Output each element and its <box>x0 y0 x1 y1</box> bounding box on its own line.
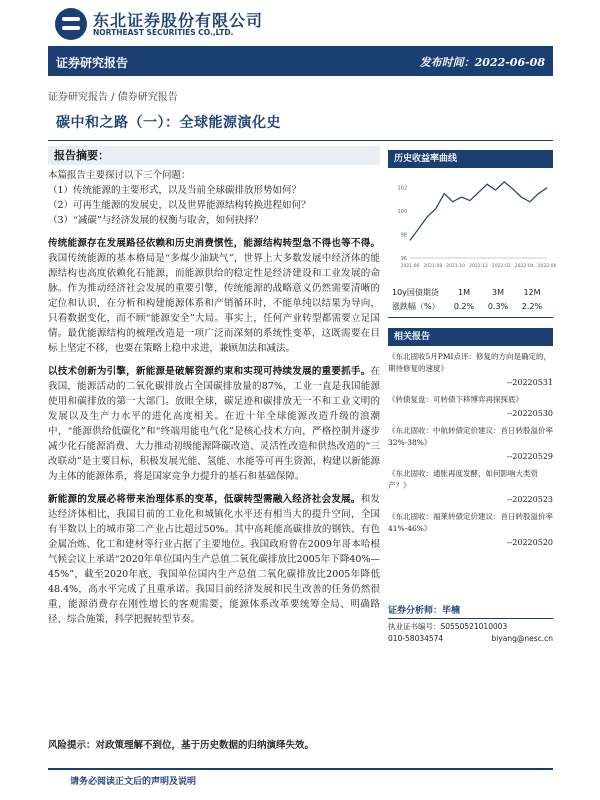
body-paragraph <box>48 492 380 627</box>
analyst-contact-row <box>388 633 553 645</box>
related-report-date: --20220530 <box>506 409 553 418</box>
related-report-item[interactable] <box>388 351 553 389</box>
x-tick-label: 2021-08 <box>423 264 443 269</box>
related-report-title[interactable]: 《转债复盘：可转债下移博弈再探探底》 <box>388 395 523 404</box>
chart-heading: 历史收益率曲线 <box>388 150 553 168</box>
performance-label-2: 涨跌幅（%） <box>392 302 440 311</box>
footer-disclaimer: 请务必阅读正文后的声明及说明 <box>70 777 197 787</box>
related-report-title[interactable]: 《东北固收：通胀再度发酵，如何影响大类资产？》 <box>388 469 538 490</box>
paragraph-lead: 传统能源存在发展路径依赖和历史消费惯性，能源结构转型急不得也等不得。 <box>48 238 380 249</box>
sidebar <box>388 150 557 549</box>
y-tick-label: 98 <box>400 232 407 239</box>
body-paragraph <box>48 364 380 484</box>
question-item: （1）传统能源的主要形式，以及当前全球碳排放形势如何？ <box>48 185 302 196</box>
breadcrumb: 证券研究报告 / 债券研究报告 <box>48 92 178 103</box>
col-header: 1M <box>458 288 470 297</box>
x-tick-label: 2021-10 <box>446 264 466 269</box>
related-report-title[interactable]: 《东北固收：福莱转债定价建议：首日转股溢价率41%-46%》 <box>388 512 553 533</box>
x-tick-label: 2022-02 <box>491 264 511 269</box>
analyst-email[interactable]: biyang@nesc.cn <box>491 634 553 643</box>
summary-intro: 本篇报告主要探讨以下三个问题： <box>48 170 191 181</box>
analyst-phone: 010-58034574 <box>388 634 444 643</box>
perf-value: 0.3% <box>487 302 509 311</box>
sidebar-divider <box>388 317 553 318</box>
paragraph-text: 我国传统能源的基本格局是“多煤少油缺气”，世界上大多数发展中经济体的能源结构也高度依赖化石能源，而能源供给的稳定性是经济建设和工业发展的命脉。作为推动经济社会发展的重要引擎，传统能源的战略意义仍然需要清晰的定位和认识，在分析和构建能源体系和产销循环时，不能单纯以结果为导向，只看数据变化，而不顾“能源安全”大局。事实上，任何产业转型都需要立足国情。最优能源结构的梳理改造是一项广泛而深刻的系统性变革，这既需要在目标上坚定不移，也要在策略上稳中求进，兼顾加法和减法。 <box>48 253 380 354</box>
company-logo-icon <box>55 8 87 40</box>
y-tick-label: 100 <box>397 209 407 216</box>
company-logo <box>55 8 295 40</box>
y-tick-label: 102 <box>397 185 407 192</box>
related-report-title[interactable]: 《东北固收5月PMI点评：修复的方向是确定的，期待修复的速度》 <box>388 352 551 373</box>
company-name-cn: 东北证券股份有限公司 <box>93 11 264 30</box>
footer-divider <box>48 768 553 770</box>
related-heading: 相关报告 <box>388 328 553 346</box>
yield-chart-svg <box>388 168 557 280</box>
y-tick-label: 96 <box>400 256 407 262</box>
series-line <box>410 182 547 241</box>
analyst-info <box>388 605 553 645</box>
company-name-en: NORTHEAST SECURITIES CO.,LTD. <box>93 28 234 37</box>
page-title: 碳中和之路（一）：全球能源演化史 <box>56 115 281 131</box>
body-paragraph <box>48 236 380 356</box>
performance-table <box>388 286 553 314</box>
summary-heading: 报告摘要： <box>48 146 380 165</box>
perf-value: 0.2% <box>453 302 475 311</box>
header-banner <box>48 46 553 76</box>
main-content <box>48 146 380 771</box>
x-tick-label: 2021-06 <box>400 264 420 269</box>
related-report-date: --20220523 <box>506 495 553 504</box>
related-reports-list <box>388 351 553 549</box>
performance-value-row <box>388 300 553 314</box>
related-report-item[interactable] <box>388 394 553 420</box>
related-report-date: --20220529 <box>506 452 553 461</box>
paragraph-text: 和发达经济体相比，我国目前的工业化和城镇化水平还有相当大的提升空间，全国有半数以上的城市第二产业占比超过50%。其中高耗能高碳排放的钢铁、有色金属冶炼、化工和建材等行业占据了主要地位。我国政府曾在2009年哥本哈根气候会议上承诺“2020年单位国内生产总值二氧化碳排放比2005年下降40%—45%”，截至2020年底，我国单位国内生产总值二氧化碳排放比2005年降低48.4%，高水平完成了且重承诺。我国目前经济发展和民生改善的任务仍然很重，能源消费存在刚性增长的客观需要，能源体系改革要统筹全局、明确路径、综合施策，科学把握转型节奏。 <box>48 494 380 625</box>
x-tick-label: 2022-04 <box>514 264 534 269</box>
related-report-date: --20220520 <box>506 538 553 547</box>
col-header: 3M <box>492 288 504 297</box>
x-tick-label: 2021-12 <box>469 264 488 269</box>
question-item: （2）可再生能源的发展史，以及世界能源结构转换进程如何？ <box>48 200 311 211</box>
analyst-license: 执业证书编号：S0550521010003 <box>388 622 508 631</box>
publish-date: 发布时间：2022-06-08 <box>419 56 545 69</box>
paragraph-text: 在我国，能源活动的二氧化碳排放占全国碳排放量的87%，工业一直是我国能源使用和碳排放的第一大部门。放眼全球，碳足迹和碳排放无一不和工业文明的发展以及生产力水平的进化高度相关。在近十年全球能源改造升级的浪潮中，“能源供给低碳化”和“终端用能电气化”是核心技术方向，严格控制并逐步减少化石能源消费、大力推动初级能源降碳改造、灵活性改造和供热改造的“三改联动”是主要目标，积极发展光能、氢能、水能等可再生资源，构建以新能源为主体的能源体系，将是国家竞争力提升的基石和基础保障。 <box>48 366 380 482</box>
title-divider <box>48 140 553 141</box>
performance-label: 10y国债期货 <box>392 288 439 297</box>
perf-value: 2.2% <box>521 302 543 311</box>
related-report-title[interactable]: 《东北固收：中航转债定价建议：首日转股溢价率32%-38%》 <box>388 426 553 447</box>
report-type-label: 证券研究报告 <box>56 56 129 70</box>
related-report-item[interactable] <box>388 468 553 506</box>
x-tick-label: 2022-06 <box>537 264 557 269</box>
col-header: 12M <box>523 288 541 297</box>
analyst-heading: 证券分析师：毕楠 <box>388 605 553 619</box>
related-report-item[interactable] <box>388 425 553 463</box>
paragraph-lead: 以技术创新为引擎，新能源是破解资源约束和实现可持续发展的重要抓手。 <box>48 366 371 377</box>
performance-header-row <box>388 286 553 300</box>
yield-chart <box>388 168 557 280</box>
paragraph-lead: 新能源的发展必将带来治理体系的变革，低碳转型需融入经济社会发展。 <box>48 494 361 505</box>
related-report-item[interactable] <box>388 511 553 549</box>
risk-warning: 风险提示：对政策理解不到位，基于历史数据的归纳演绎失效。 <box>48 740 315 751</box>
question-item: （3）“减碳”与经济发展的权衡与取舍，如何抉择？ <box>48 215 264 226</box>
related-report-date: --20220531 <box>506 378 553 387</box>
